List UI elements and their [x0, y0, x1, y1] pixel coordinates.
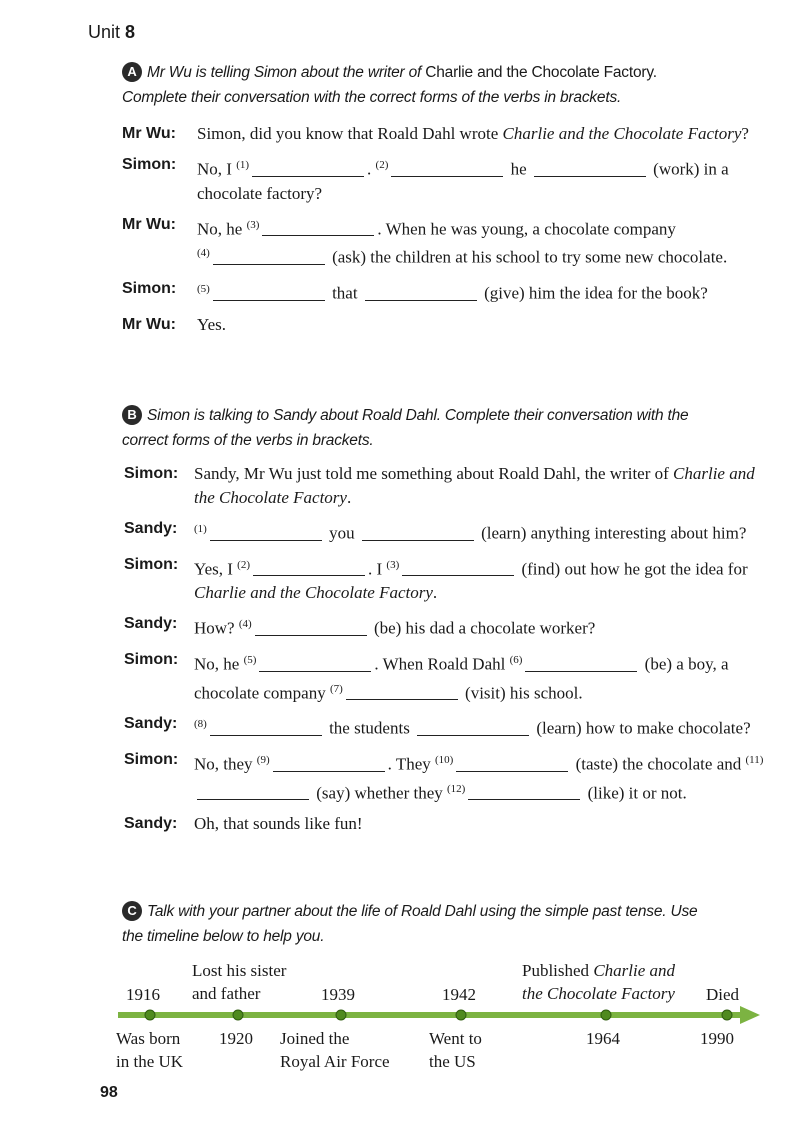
line-text: (ask) the children at his school to try some new chocolate.: [332, 247, 728, 267]
instr-c-line2: the timeline below to help you.: [122, 928, 325, 945]
speaker: Mr Wu:: [122, 125, 176, 142]
line-text: .: [367, 159, 372, 179]
blank-number: (10): [435, 753, 454, 766]
instr-b-line1: Simon is talking to Sandy about Roald Dahl. Complete their conversation with the: [147, 407, 689, 424]
blank-number: (8): [194, 718, 207, 731]
label-line: Lost his sister: [192, 961, 287, 980]
speaker: Simon:: [122, 279, 177, 297]
timeline-dot: [601, 1010, 611, 1020]
blank-number: (2): [237, 558, 250, 571]
line-text: ?: [741, 124, 749, 143]
line-text: How?: [194, 618, 235, 638]
speaker: Simon:: [124, 555, 179, 573]
timeline-label-1939: 1939: [321, 985, 355, 1004]
speaker: Sandy:: [124, 815, 178, 833]
timeline-dot: [233, 1010, 243, 1020]
line-text: Simon, did you know that Roald Dahl wrote: [197, 124, 503, 143]
speaker: Simon:: [122, 156, 177, 173]
label-line: Royal Air Force: [280, 1052, 390, 1071]
line-text: No, he: [197, 219, 243, 239]
line-text: No, I: [197, 159, 232, 179]
label-line: and father: [192, 984, 261, 1003]
speaker: Sandy:: [124, 715, 178, 733]
timeline-arrow-icon: [740, 1006, 760, 1024]
blank-number: (5): [243, 653, 257, 666]
line-text: (taste) the chocolate and: [575, 754, 742, 774]
blank-number: (5): [197, 282, 210, 295]
blank-number: (4): [197, 247, 210, 260]
unit-number: 8: [125, 22, 136, 42]
timeline-dot: [145, 1010, 155, 1020]
page-number: 98: [100, 1084, 118, 1101]
speaker: Simon:: [124, 465, 179, 482]
blank-number: (3): [246, 218, 260, 231]
label-line: in the UK: [116, 1052, 184, 1071]
timeline-dot: [336, 1010, 346, 1020]
line-text: Yes, I: [194, 559, 233, 579]
timeline-label-died: Died: [706, 985, 740, 1004]
blank-number: (12): [447, 782, 466, 795]
unit-label: Unit: [88, 22, 121, 42]
blank-number: (4): [238, 618, 252, 631]
timeline-label-1916: 1916: [126, 985, 160, 1004]
blank-number: (7): [329, 682, 343, 695]
timeline-label-1990: 1990: [700, 1029, 734, 1048]
speaker: Mr Wu:: [122, 215, 176, 233]
speaker: Simon:: [124, 650, 179, 668]
line-text: Oh, that sounds like fun!: [194, 814, 363, 834]
line-text: (learn) anything interesting about him?: [481, 523, 747, 543]
label-line: Was born: [116, 1029, 181, 1048]
label-line: Joined the: [280, 1029, 350, 1048]
instr-a-text: Mr Wu is telling Simon about the writer of: [147, 64, 426, 81]
line-text: (find) out how he got the idea for: [521, 559, 748, 579]
line-text: Sandy, Mr Wu just told me something about Roald Dahl, the writer of: [194, 464, 674, 483]
line-text: . When Roald Dahl: [374, 654, 506, 674]
timeline-label-raf: [280, 1027, 390, 1073]
line-text: that: [332, 283, 358, 303]
line-text: .: [346, 488, 352, 507]
section-b-badge: B: [122, 405, 142, 425]
label-line: Went to: [429, 1029, 482, 1048]
blank-number: (6): [509, 653, 523, 666]
line-text: (give) him the idea for the book?: [484, 283, 708, 303]
line-text: . They: [387, 754, 431, 774]
book-title: Charlie and the Chocolate Factory: [194, 464, 755, 507]
blank-number: (2): [375, 159, 389, 171]
label-line: the US: [429, 1052, 476, 1071]
timeline-dot: [722, 1010, 732, 1020]
line-text: No, he: [194, 654, 240, 674]
blank-number: (1): [236, 159, 250, 171]
line-text: he: [510, 159, 527, 179]
section-c-badge: C: [122, 901, 142, 921]
book-title: Charlie and the Chocolate Factory: [194, 583, 433, 603]
instr-a-book: Charlie and the Chocolate Factory.: [425, 64, 657, 81]
blank-number: (3): [386, 558, 400, 571]
line-text: (be) a boy, a chocolate company: [194, 654, 729, 703]
timeline-label-1942: 1942: [442, 985, 476, 1004]
line-text: (be) his dad a chocolate worker?: [373, 618, 596, 638]
instr-b-line2: correct forms of the verbs in brackets.: [122, 432, 374, 449]
speaker: Sandy:: [124, 520, 178, 537]
speaker: Sandy:: [124, 615, 178, 633]
timeline-label-born: [116, 1027, 183, 1073]
timeline-label-1964: 1964: [586, 1029, 620, 1048]
line-text: (like) it or not.: [587, 783, 687, 803]
blank-number: (11): [745, 753, 764, 766]
line-text: (say) whether they: [316, 783, 443, 803]
instr-a-line2: Complete their conversation with the correct forms of the verbs in brackets.: [122, 89, 622, 106]
instr-c-line1: Talk with your partner about the life of Roald Dahl using the simple past tense. Use: [147, 903, 698, 920]
line-text: Yes.: [197, 314, 226, 334]
speaker: Mr Wu:: [122, 315, 176, 333]
line-text: (learn) how to make chocolate?: [536, 718, 751, 738]
line-text: No, they: [194, 754, 253, 774]
line-text: . When he was young, a chocolate company: [377, 219, 676, 239]
timeline-dot: [456, 1010, 466, 1020]
timeline-label-1920: 1920: [219, 1029, 253, 1048]
speaker: Simon:: [124, 750, 179, 768]
book-title: Charlie and the Chocolate Factory: [502, 124, 742, 143]
line-text: (work) in a chocolate factory?: [197, 159, 729, 203]
blank-number: (1): [194, 523, 207, 535]
blank-number: (9): [256, 753, 270, 766]
line-text: . I: [367, 559, 383, 579]
line-text: .: [432, 583, 438, 603]
line-text: (visit) his school.: [465, 683, 583, 703]
timeline-label-went-us: [429, 1027, 482, 1073]
book-title: Charlie and: [593, 961, 676, 980]
book-title: the Chocolate Factory: [522, 984, 675, 1003]
label-line: Published: [522, 961, 594, 980]
line-text: you: [329, 523, 355, 543]
line-text: the students: [329, 718, 410, 738]
section-a-badge: A: [122, 62, 142, 82]
